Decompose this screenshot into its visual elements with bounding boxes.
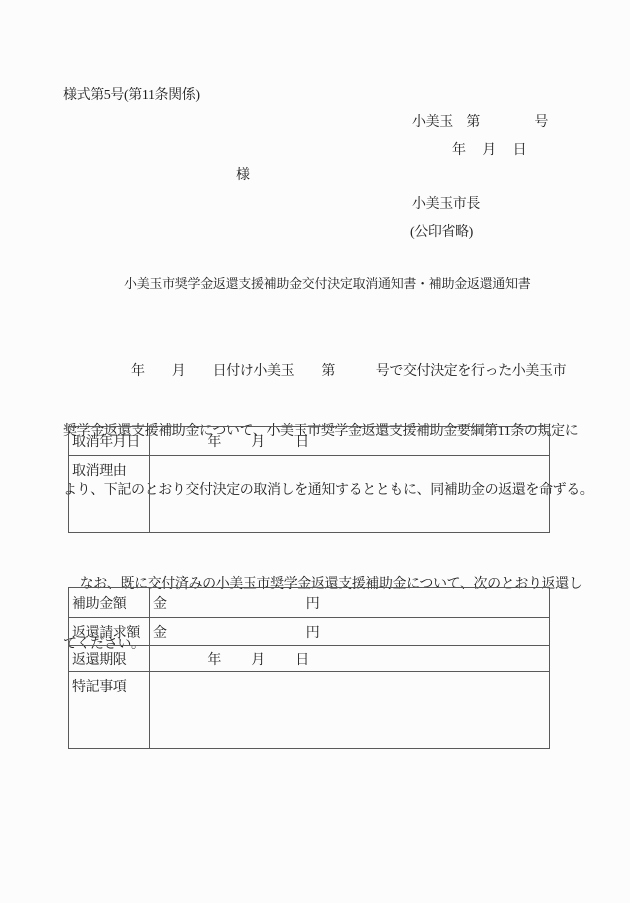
table-row <box>69 672 550 749</box>
seal-note: (公印省略) <box>410 225 473 240</box>
body-line: 奨学金返還支援補助金について、小美玉市奨学金返還支援補助金要綱第11条の規定に <box>63 423 579 439</box>
table-row <box>69 427 550 456</box>
table-row <box>69 456 550 533</box>
body-line: 年 月 日付け小美玉 第 号で交付決定を行った小美玉市 <box>63 364 567 379</box>
return-table <box>68 587 550 749</box>
refund-deadline-label: 返還期限 <box>69 646 150 672</box>
note-line: なお、既に交付済みの小美玉市奨学金返還支援補助金について、次のとおり返還し <box>63 577 583 592</box>
subsidy-amount-label: 補助金額 <box>69 588 150 618</box>
addressee-honorific: 様 <box>236 168 250 183</box>
date-line: 年 月 日 <box>452 143 527 158</box>
refund-claim-label: 返還請求額 <box>69 618 150 646</box>
cancel-reason-label: 取消理由 <box>69 456 150 533</box>
cancel-date-value: 年 月 日 <box>150 427 550 456</box>
table-row <box>69 588 550 618</box>
doc-number-line: 小美玉 第 号 <box>412 115 548 130</box>
table-row <box>69 618 550 646</box>
subsidy-amount-value: 金 円 <box>150 588 550 618</box>
form-number: 様式第5号(第11条関係) <box>63 88 200 103</box>
note-line: てください。 <box>63 636 145 652</box>
sender-name: 小美玉市長 <box>412 197 480 212</box>
cancellation-table <box>68 426 550 533</box>
table-row <box>69 646 550 672</box>
refund-deadline-value: 年 月 日 <box>150 646 550 672</box>
body-line: より、下記のとおり交付決定の取消しを通知するとともに、同補助金の返還を命ずる。 <box>63 483 594 498</box>
cancel-reason-value <box>150 456 550 533</box>
special-notes-value <box>150 672 550 749</box>
refund-claim-value: 金 円 <box>150 618 550 646</box>
special-notes-label: 特記事項 <box>69 672 150 749</box>
cancel-date-label: 取消年月日 <box>69 427 150 456</box>
document-title: 小美玉市奨学金返還支援補助金交付決定取消通知書・補助金返還通知書 <box>124 276 531 291</box>
